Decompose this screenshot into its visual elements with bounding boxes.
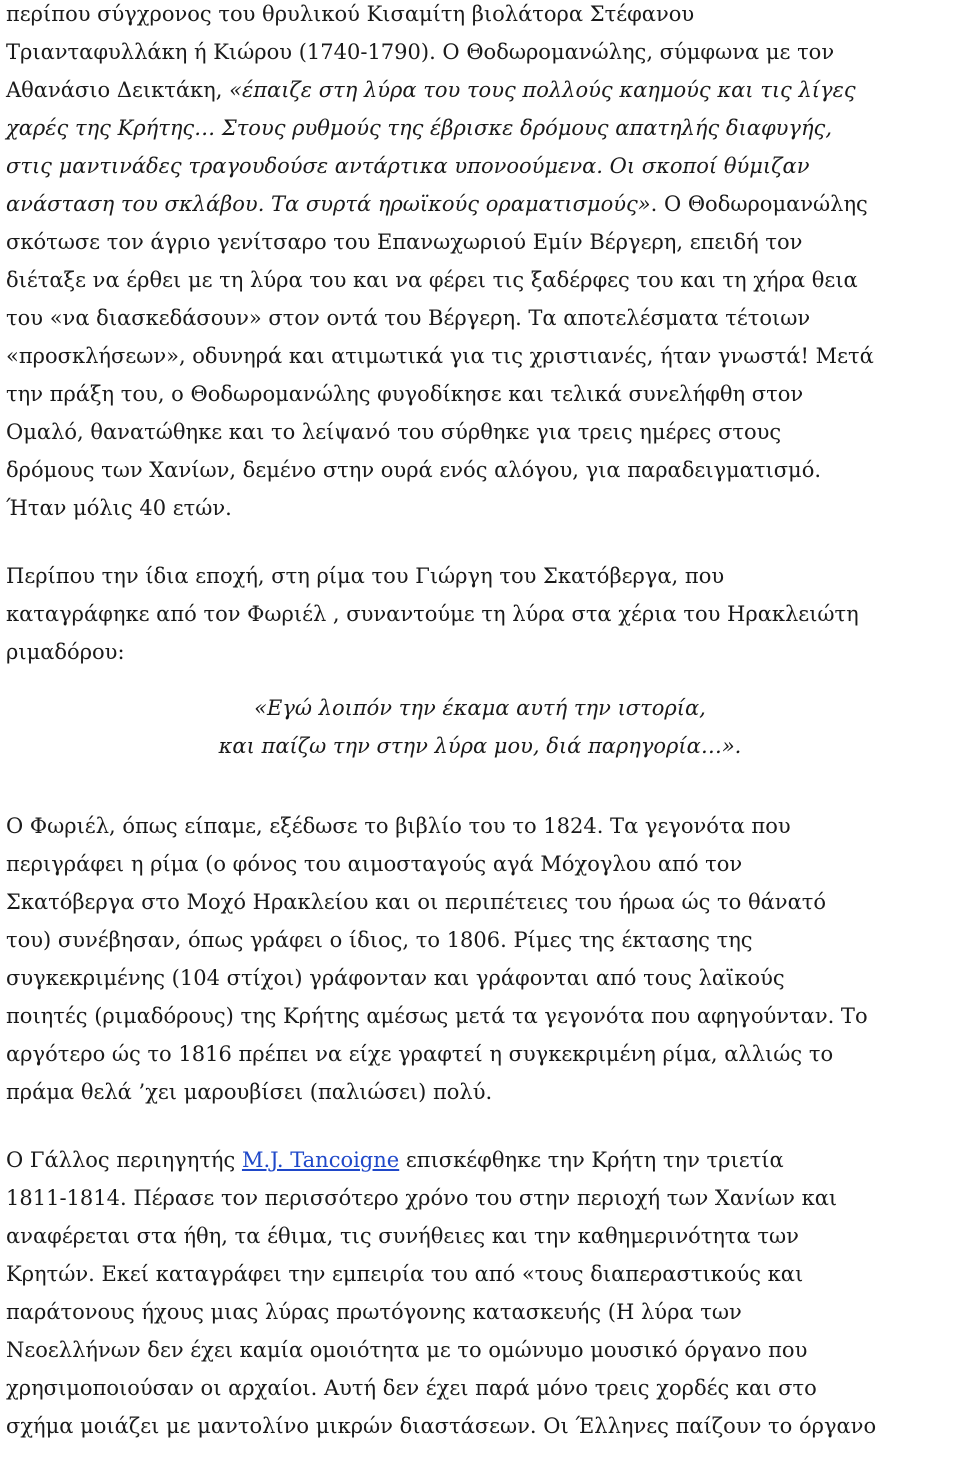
text-line: Περίπου την ίδια εποχή, στη ρίμα του Γιώργη του Σκατόβεργα, που xyxy=(6,564,725,588)
text-span: . Ο Θοδωρομανώλης xyxy=(650,192,868,216)
tancoigne-link[interactable]: M.J. Tancoigne xyxy=(241,1148,400,1172)
text-line: Ομαλό, θανατώθηκε και το λείψανό του σύρθηκε για τρεις ημέρες στους xyxy=(6,420,782,444)
text-line: του) συνέβησαν, όπως γράφει ο ίδιος, το 1806. Ρίμες της έκτασης της xyxy=(6,928,753,952)
text-line: αργότερο ώς το 1816 πρέπει να είχε γραφτεί η συγκεκριμένη ρίμα, αλλιώς το xyxy=(6,1042,834,1066)
text-line: σκότωσε τον άγριο γενίτσαρο του Επανωχωριού Εμίν Βέργερη, επειδή τον xyxy=(6,230,803,254)
italic-quote-line: στις μαντινάδες τραγουδούσε αντάρτικα υπονοούμενα. Οι σκοποί θύμιζαν xyxy=(6,154,810,178)
text-line: 1811-1814. Πέρασε τον περισσότερο χρόνο του στην περιοχή των Χανίων και xyxy=(6,1186,838,1210)
text-line: ποιητές (ριμαδόρους) της Κρήτης αμέσως μετά τα γεγονότα που αφηγούνταν. Το xyxy=(6,1004,868,1028)
text-line: περιγράφει η ρίμα (ο φόνος του αιμοσταγούς αγά Μόχογλου από τον xyxy=(6,852,743,876)
text-line: του «να διασκεδάσουν» στον οντά του Βέργερη. Τα αποτελέσματα τέτοιων xyxy=(6,306,811,330)
verse-line: «Εγώ λοιπόν την έκαμα αυτή την ιστορία, xyxy=(254,696,706,720)
text-line xyxy=(6,185,954,223)
text-line: δρόμους των Χανίων, δεμένο στην ουρά ενός αλόγου, για παραδειγματισμό. xyxy=(6,458,822,482)
text-line: Κρητών. Εκεί καταγράφει την εμπειρία του από «τους διαπεραστικούς και xyxy=(6,1262,804,1286)
text-line: Σκατόβεργα στο Μοχό Ηρακλείου και οι περιπέτειες του ήρωα ώς το θάνατό xyxy=(6,890,827,914)
paragraph-tancoigne xyxy=(6,1141,954,1445)
text-line: Τριανταφυλλάκη ή Κιώρου (1740-1790). Ο Θοδωρομανώλης, σύμφωνα με τον xyxy=(6,40,835,64)
text-span: Αθανάσιο Δεικτάκη, xyxy=(6,78,230,102)
text-line: Ο Φωριέλ, όπως είπαμε, εξέδωσε το βιβλίο του το 1824. Τα γεγονότα που xyxy=(6,814,791,838)
italic-quote-line: χαρές της Κρήτης… Στους ρυθμούς της έβρισκε δρόμους απατηλής διαφυγής, xyxy=(6,116,832,140)
text-line: Ήταν μόλις 40 ετών. xyxy=(6,496,232,520)
verse-quote xyxy=(6,689,954,765)
text-line xyxy=(6,1141,954,1179)
text-line: Νεοελλήνων δεν έχει καμία ομοιότητα με το ομώνυμο μουσικό όργανο που xyxy=(6,1338,808,1362)
italic-quote: «έπαιζε στη λύρα του τους πολλούς καημούς και τις λίγες xyxy=(229,78,856,102)
text-line: παράτονους ήχους μιας λύρας πρωτόγονης κατασκευής (Η λύρα των xyxy=(6,1300,742,1324)
paragraph-skatoverga-rhyme xyxy=(6,557,954,671)
text-line: αναφέρεται στα ήθη, τα έθιμα, τις συνήθειες και την καθημερινότητα των xyxy=(6,1224,799,1248)
text-line: περίπου σύγχρονος του θρυλικού Κισαμίτη βιολάτορα Στέφανου xyxy=(6,2,695,26)
paragraph-theodoromanolis xyxy=(6,0,954,527)
text-line: καταγράφηκε από τον Φωριέλ , συναντούμε τη λύρα στα χέρια του Ηρακλειώτη xyxy=(6,602,859,626)
paragraph-fauriel xyxy=(6,807,954,1111)
verse-line: και παίζω την στην λύρα μου, διά παρηγορία…». xyxy=(218,734,742,758)
text-line: πράμα θελά ’χει μαρουβίσει (παλιώσει) πολύ. xyxy=(6,1080,493,1104)
text-line: σχήμα μοιάζει με μαντολίνο μικρών διαστάσεων. Οι Έλληνες παίζουν το όργανο xyxy=(6,1414,877,1438)
text-line: την πράξη του, ο Θοδωρομανώλης φυγοδίκησε και τελικά συνελήφθη στον xyxy=(6,382,804,406)
text-span: Ο Γάλλος περιηγητής xyxy=(6,1148,242,1172)
text-span: επισκέφθηκε την Κρήτη την τριετία xyxy=(399,1148,784,1172)
text-line: ριμαδόρου: xyxy=(6,640,125,664)
text-line: «προσκλήσεων», οδυνηρά και ατιμωτικά για τις χριστιανές, ήταν γνωστά! Μετά xyxy=(6,344,874,368)
text-line xyxy=(6,71,954,109)
italic-quote: ανάσταση του σκλάβου. Τα συρτά ηρωϊκούς οραματισμούς» xyxy=(6,192,651,216)
text-line: διέταξε να έρθει με τη λύρα του και να φέρει τις ξαδέρφες του και τη χήρα θεια xyxy=(6,268,858,292)
text-line: συγκεκριμένης (104 στίχοι) γράφονταν και γράφονται από τους λαϊκούς xyxy=(6,966,785,990)
text-line: χρησιμοποιούσαν οι αρχαίοι. Αυτή δεν έχει παρά μόνο τρεις χορδές και στο xyxy=(6,1376,817,1400)
